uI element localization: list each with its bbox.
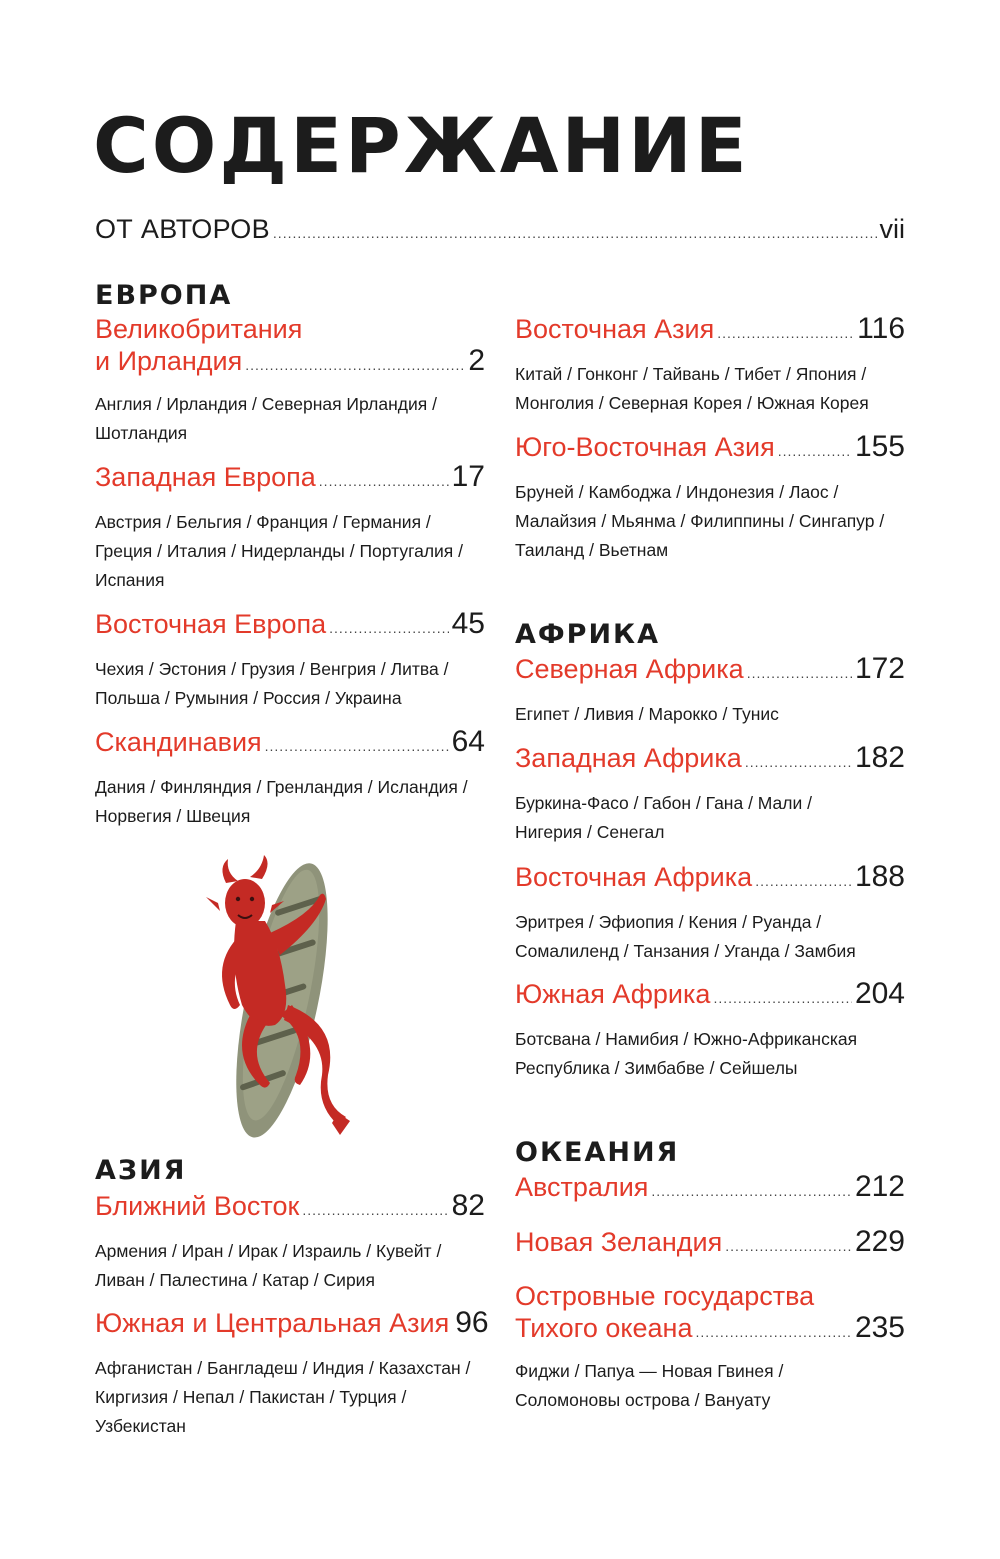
dot-leader: [717, 325, 854, 341]
toc-entry-west-africa[interactable]: [515, 741, 905, 847]
region-heading-europe: ЕВРОПА: [95, 280, 233, 311]
toc-page-number: 188: [854, 860, 905, 893]
toc-entry-pacific-islands[interactable]: [515, 1282, 905, 1415]
toc-entry-new-zealand[interactable]: [515, 1225, 905, 1259]
toc-entry-western-europe[interactable]: [95, 460, 485, 595]
toc-page-number: 212: [854, 1170, 905, 1203]
toc-entry-title: и Ирландия: [95, 346, 243, 376]
country-list: Бруней / Камбоджа / Индонезия / Лаос / Малайзия / Мьянма / Филиппины / Сингапур / Таиланд / Вьетнам: [515, 482, 885, 560]
toc-entry-authors[interactable]: [95, 214, 905, 245]
toc-entry-title: Австралия: [515, 1172, 649, 1202]
toc-entry-title: Великобритания: [95, 314, 303, 344]
toc-entry-uk-ireland[interactable]: [95, 315, 485, 448]
toc-page-number: 235: [854, 1311, 905, 1344]
toc-page-number: 229: [854, 1225, 905, 1258]
toc-entry-eastern-europe[interactable]: [95, 607, 485, 713]
dot-leader: [302, 1202, 448, 1218]
dot-leader: [747, 665, 852, 681]
toc-entry-title: Южная и Центральная Азия: [95, 1308, 450, 1338]
country-list: Австрия / Бельгия / Франция / Германия / Греция / Италия / Нидерланды / Португалия / Испания: [95, 512, 464, 590]
toc-entry-title: Западная Европа: [95, 462, 316, 492]
toc-page-number: 2: [468, 344, 485, 377]
devil-hugging-baguette-icon: [200, 855, 350, 1150]
toc-entry-title: Восточная Азия: [515, 314, 715, 344]
country-list: Фиджи / Папуа — Новая Гвинея / Соломоновы острова / Вануату: [515, 1361, 784, 1410]
toc-entry-title: Островные государства: [515, 1281, 815, 1311]
dot-leader: [265, 738, 449, 754]
toc-entry-title: Восточная Африка: [515, 862, 753, 892]
toc-entry-title: ОТ АВТОРОВ: [95, 214, 270, 244]
toc-entry-south-africa[interactable]: [515, 977, 905, 1083]
dot-leader: [725, 1238, 852, 1254]
dot-leader: [745, 754, 852, 770]
toc-entry-title: Западная Африка: [515, 743, 742, 773]
region-heading-africa: АФРИКА: [515, 619, 661, 650]
dot-leader: [695, 1324, 851, 1340]
dot-leader: [778, 443, 852, 459]
dot-leader: [319, 473, 449, 489]
toc-entry-title: Скандинавия: [95, 727, 262, 757]
toc-page-number: 17: [451, 460, 485, 493]
toc-page-number: 204: [854, 977, 905, 1010]
toc-entry-title: Новая Зеландия: [515, 1227, 723, 1257]
toc-entry-east-asia[interactable]: [515, 312, 905, 418]
dot-leader: [651, 1183, 852, 1199]
country-list: Египет / Ливия / Марокко / Тунис: [515, 704, 779, 724]
region-heading-oceania: ОКЕАНИЯ: [515, 1137, 680, 1168]
toc-page-number: 45: [451, 607, 485, 640]
toc-page-number: 172: [854, 652, 905, 685]
toc-page-number: 96: [455, 1306, 489, 1339]
region-heading-asia: АЗИЯ: [95, 1155, 187, 1186]
dot-leader: [245, 357, 465, 373]
toc-entry-title: Тихого океана: [515, 1313, 693, 1343]
country-list: Армения / Иран / Ирак / Израиль / Кувейт / Ливан / Палестина / Катар / Сирия: [95, 1241, 442, 1290]
toc-entry-title: Юго-Восточная Азия: [515, 432, 775, 462]
country-list: Буркина-Фасо / Габон / Гана / Мали / Нигерия / Сенегал: [515, 793, 813, 842]
toc-entry-title: Восточная Европа: [95, 609, 327, 639]
dot-leader: [273, 225, 877, 241]
toc-entry-north-africa[interactable]: [515, 652, 905, 729]
country-list: Эритрея / Эфиопия / Кения / Руанда / Сомалиленд / Танзания / Уганда / Замбия: [515, 912, 856, 961]
toc-entry-title: Северная Африка: [515, 654, 744, 684]
toc-page-number: 182: [854, 741, 905, 774]
country-list: Ботсвана / Намибия / Южно-Африканская Республика / Зимбабве / Сейшелы: [515, 1029, 858, 1078]
toc-entry-title: Южная Африка: [515, 979, 711, 1009]
country-list: Афганистан / Бангладеш / Индия / Казахстан / Киргизия / Непал / Пакистан / Турция / Узбекистан: [95, 1358, 471, 1436]
country-list: Дания / Финляндия / Гренландия / Исландия / Норвегия / Швеция: [95, 777, 468, 826]
toc-page-number: 82: [451, 1189, 485, 1222]
toc-entry-scandinavia[interactable]: [95, 725, 485, 831]
toc-page-number: 64: [451, 725, 485, 758]
country-list: Китай / Гонконг / Тайвань / Тибет / Япония / Монголия / Северная Корея / Южная Корея: [515, 364, 869, 413]
page-title: СОДЕРЖАНИЕ: [93, 101, 750, 190]
toc-entry-southeast-asia[interactable]: [515, 430, 905, 565]
toc-entry-east-africa[interactable]: [515, 860, 905, 966]
toc-entry-middle-east[interactable]: [95, 1189, 485, 1295]
toc-entry-title: Ближний Восток: [95, 1191, 300, 1221]
dot-leader: [329, 620, 448, 636]
country-list: Англия / Ирландия / Северная Ирландия / Шотландия: [95, 394, 437, 443]
country-list: Чехия / Эстония / Грузия / Венгрия / Литва / Польша / Румыния / Россия / Украина: [95, 659, 449, 708]
toc-page-number: 155: [854, 430, 905, 463]
toc-entry-south-central-asia[interactable]: [95, 1306, 489, 1441]
dot-leader: [713, 990, 852, 1006]
dot-leader: [755, 873, 852, 889]
toc-page-number: 116: [857, 312, 905, 345]
toc-page-number: vii: [879, 214, 905, 244]
toc-entry-australia[interactable]: [515, 1170, 905, 1204]
